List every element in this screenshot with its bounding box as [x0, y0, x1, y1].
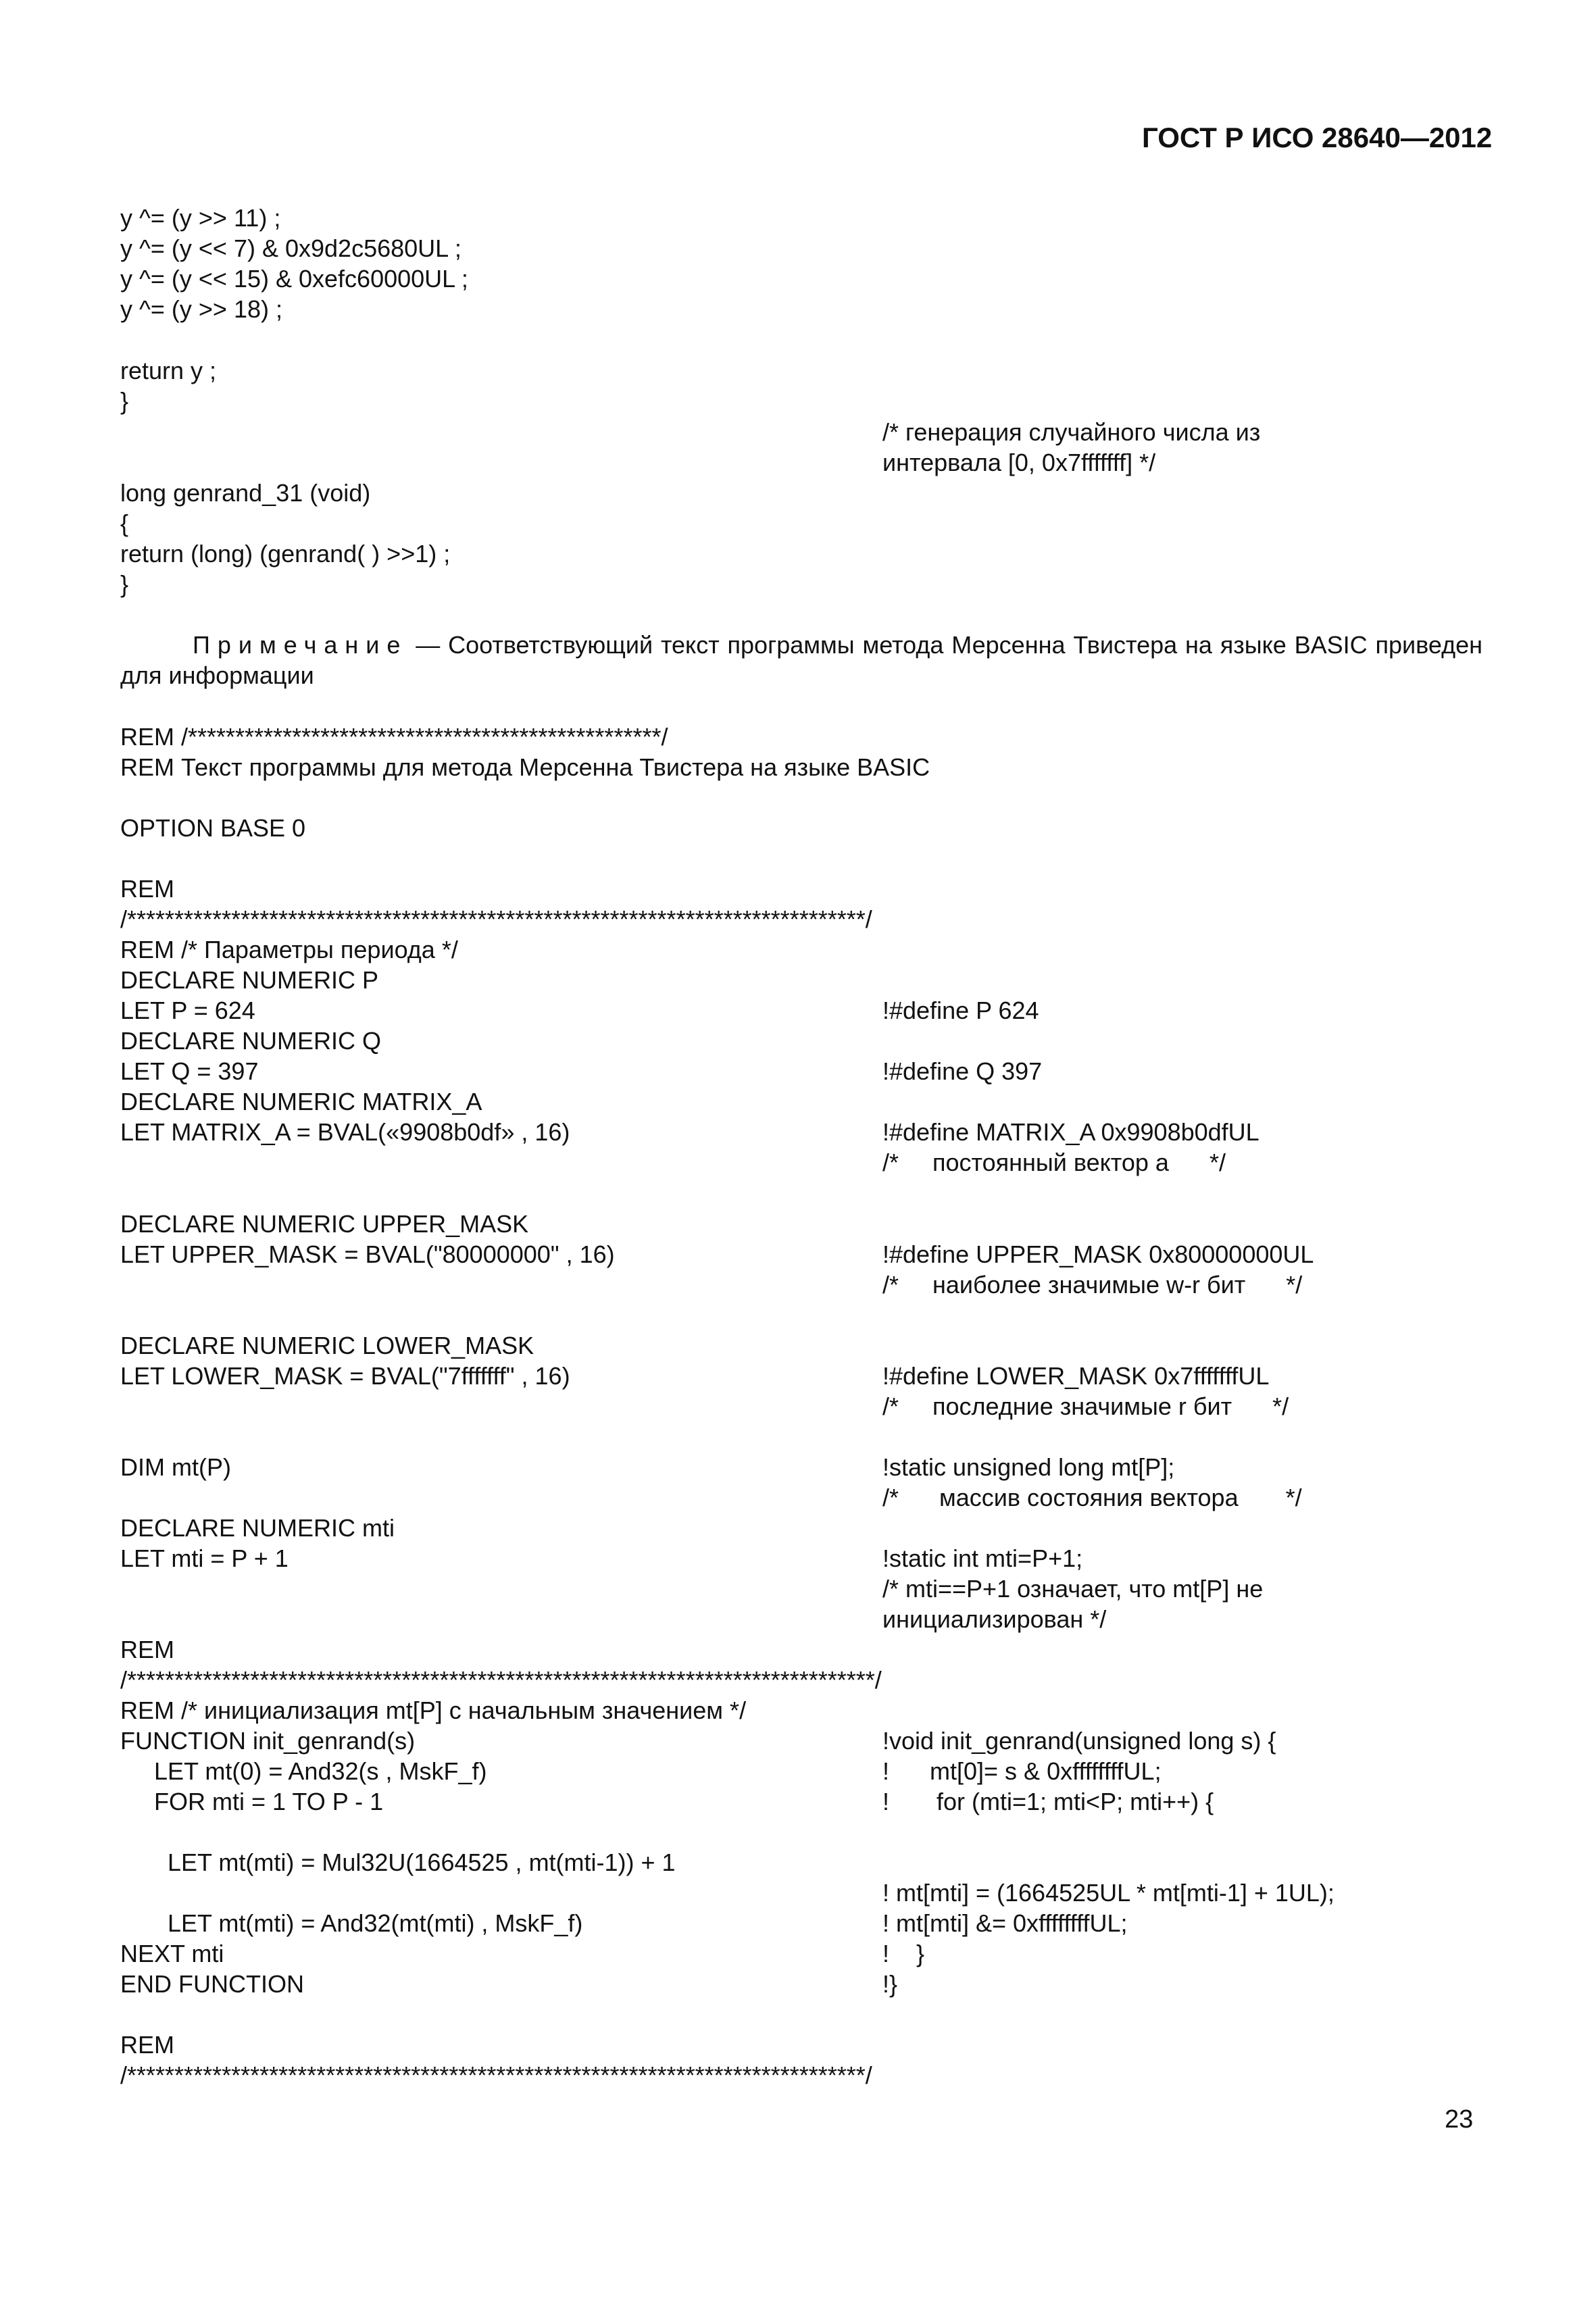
c-equivalent-line: !#define MATRIX_A 0x9908b0dfUL [882, 1118, 1260, 1146]
basic-line: FOR mti = 1 TO P - 1 [120, 1788, 384, 1815]
basic-line: LET Q = 397 [120, 1057, 259, 1085]
c-equivalent-comment: /* наиболее значимые w-r бит */ [882, 1271, 1303, 1299]
basic-line: REM [120, 1636, 174, 1663]
c-equivalent-comment: /* последние значимые r бит */ [882, 1392, 1289, 1420]
basic-line: OPTION BASE 0 [120, 814, 306, 842]
basic-line: DECLARE NUMERIC LOWER_MASK [120, 1332, 534, 1359]
basic-line: REM Текст программы для метода Мерсенна Твистера на языке BASIC [120, 753, 930, 781]
basic-line: DECLARE NUMERIC Q [120, 1027, 382, 1055]
c-equivalent-comment: /* постоянный вектор а */ [882, 1149, 1226, 1176]
code-line: long genrand_31 (void) [120, 479, 371, 507]
c-equivalent-line: !#define Q 397 [882, 1057, 1043, 1085]
page-number: 23 [1445, 2105, 1474, 2134]
separator-line: /*******************************************************************************/ [120, 1666, 882, 1694]
basic-line: DECLARE NUMERIC UPPER_MASK [120, 1210, 529, 1238]
c-equivalent-line: !#define P 624 [882, 997, 1039, 1024]
standard-header: ГОСТ Р ИСО 28640—2012 [1142, 122, 1493, 153]
c-equivalent-line: ! mt[mti] &= 0xffffffffUL; [882, 1909, 1128, 1937]
c-equivalent-line: !#define LOWER_MASK 0x7fffffffUL [882, 1362, 1270, 1390]
basic-line: LET LOWER_MASK = BVAL("7fffffff" , 16) [120, 1362, 570, 1390]
c-equivalent-line: !static int mti=P+1; [882, 1544, 1083, 1572]
code-line: { [120, 509, 129, 537]
code-line: return y ; [120, 357, 217, 384]
basic-line: LET UPPER_MASK = BVAL("80000000" , 16) [120, 1240, 615, 1268]
basic-line: LET MATRIX_A = BVAL(«9908b0df» , 16) [120, 1118, 570, 1146]
basic-line: DIM mt(P) [120, 1453, 231, 1481]
code-line: y ^= (y << 15) & 0xefc60000UL ; [120, 265, 468, 293]
basic-line: REM /**************************************************/ [120, 723, 668, 751]
basic-line: LET mt(mti) = And32(mt(mti) , MskF_f) [120, 1909, 583, 1937]
code-line: y ^= (y >> 18) ; [120, 295, 282, 323]
separator-line: /******************************************************************************/ [120, 905, 872, 933]
c-equivalent-line: !#define UPPER_MASK 0x80000000UL [882, 1240, 1314, 1268]
note-text: — Соответствующий текст программы метода Мерсенна Твистера на языке BASIC приведен для информации [120, 631, 1482, 689]
code-line: y ^= (y << 7) & 0x9d2c5680UL ; [120, 234, 462, 262]
basic-line: LET mt(mti) = Mul32U(1664525 , mt(mti-1)) + 1 [120, 1848, 676, 1876]
basic-line: REM /* Параметры периода */ [120, 936, 458, 963]
code-line: return (long) (genrand( ) >>1) ; [120, 540, 451, 568]
basic-line: DECLARE NUMERIC mti [120, 1514, 395, 1542]
c-equivalent-line: ! mt[mti] = (1664525UL * mt[mti-1] + 1UL); [882, 1879, 1335, 1907]
c-equivalent-comment: /* mti==P+1 означает, что mt[P] не [882, 1575, 1264, 1603]
note-paragraph [120, 630, 1482, 690]
basic-line: REM [120, 2031, 174, 2059]
c-equivalent-line: ! for (mti=1; mti<P; mti++) { [882, 1788, 1214, 1815]
c-equivalent-comment: инициализирован */ [882, 1605, 1107, 1633]
basic-line: LET P = 624 [120, 997, 255, 1024]
basic-line: END FUNCTION [120, 1970, 304, 1998]
c-equivalent-line: !} [882, 1970, 898, 1998]
basic-line: NEXT mti [120, 1940, 224, 1967]
c-equivalent-line: !void init_genrand(unsigned long s) { [882, 1727, 1276, 1755]
code-comment: /* генерация случайного числа из [882, 418, 1261, 446]
c-equivalent-comment: /* массив состояния вектора */ [882, 1484, 1302, 1511]
c-equivalent-line: ! mt[0]= s & 0xffffffffUL; [882, 1757, 1162, 1785]
code-line: } [120, 387, 129, 415]
basic-line: REM /* инициализация mt[P] с начальным значением */ [120, 1696, 747, 1724]
basic-line: LET mti = P + 1 [120, 1544, 289, 1572]
basic-line: REM [120, 875, 174, 903]
basic-line: LET mt(0) = And32(s , MskF_f) [120, 1757, 487, 1785]
code-line: y ^= (y >> 11) ; [120, 204, 281, 232]
code-line: } [120, 570, 129, 598]
c-equivalent-line: !static unsigned long mt[P]; [882, 1453, 1175, 1481]
note-label: Примечание [193, 631, 408, 659]
basic-line: DECLARE NUMERIC MATRIX_A [120, 1088, 482, 1115]
c-equivalent-line: ! } [882, 1940, 925, 1967]
code-comment: интервала [0, 0x7fffffff] */ [882, 449, 1156, 476]
basic-line: DECLARE NUMERIC P [120, 966, 379, 994]
basic-line: FUNCTION init_genrand(s) [120, 1727, 416, 1755]
separator-line: /******************************************************************************/ [120, 2061, 872, 2089]
